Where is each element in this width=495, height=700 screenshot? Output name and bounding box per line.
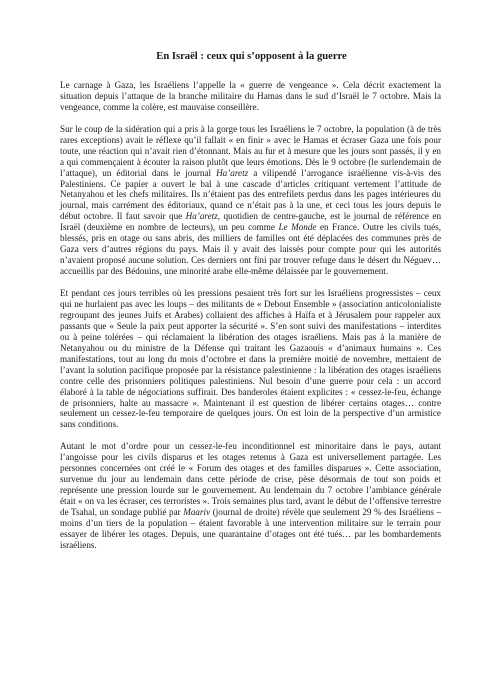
article-paragraph [60, 441, 441, 551]
italic-text: Le Monde [278, 222, 317, 233]
paragraph-text: Autant le mot d’ordre pour un cessez-le-feu inconditionnel est minoritaire dans le pays, autant l’angoisse pour les civils disparus et les otages retenus à Gaza est universellement partagée. Les personnes concernées ont créé le « Forum des otages et des familles disparues ». Cette association, survenue du jour au lendemain dans cette période de crise, pèse désormais de tout son poids et représente une pression lourde sur le gouvernement. Au lendemain du 7 octobre l’ambiance générale était « on va les écraser, ces terroristes ». Trois semaines plus tard, avant le début de l’offensive terrestre de Tsahal, un sondage publié par [60, 441, 441, 517]
paragraph-text: (journal de droite) révèle que seulement 29 % des Israéliens – moins d’un tiers de la population – étaient favorable à une intervention militaire sur le terrain pour essayer de libérer les otages. Depuis, une quarantaine d’otages ont été tués… par les bombardements israéliens. [60, 506, 441, 550]
article-title: En Israël : ceux qui s’opposent à la guerre [156, 51, 347, 62]
paragraph-text: en France. Outre les civils tués, blessés, pris en otage ou sans abris, des milliers de familles ont été déplacées des communes près de Gaza vers d’autres régions du pays. Mais il y avait des laissés pour compte pour qui les autorités n’avaient proposé aucune solution. Ces derniers ont fini par trouver refuge dans le désert du Néguev… accueillis par des Bédouins, une minorité arabe elle-même délaissée par le gouvernement. [60, 222, 441, 277]
article-paragraph [60, 288, 441, 430]
italic-text: Ha’aretz [185, 211, 218, 222]
article-paragraph [60, 80, 441, 113]
italic-text: Maariv [183, 506, 211, 517]
paragraph-text: , quotidien de centre-gauche, est le journal de référence en Israël (deuxième en nombre de lecteurs), un peu comme [60, 211, 442, 233]
paragraph-text: a vilipendé l’arrogance israélienne vis-à-vis des Palestiniens. Ce papier a ouvert le bal à une cascade d’articles critiquant vertement l’attitude de Netanyahou et les chefs militaires. Ils n’étaient pas des entrefilets perdus dans les pages intérieures du journal, mais carrément des éditoriaux, quand ce n’était pas à la une, et ceci tous les jours depuis le début octobre. Il faut savoir que [60, 167, 441, 222]
article-body [60, 80, 441, 551]
paragraph-text: Et pendant ces jours terribles où les pressions pesaient très fort sur les Israéliens progressistes – ceux qui ne hurlaient pas avec les loups – des militants de « Debout Ensemble » (association anticolonialiste regroupant des jeunes Juifs et Arabes) collaient des affiches à Haïfa et à Jérusalem pour rappeler aux passants que « Seule la paix peut apporter la sécurité ». S’en sont suivi des manifestations – interdites ou à peine tolérées – qui réclamaient la libération des otages israéliens. Mais pas à la manière de Netanyahou ou du ministre de la Défense qui traitant les Gazaouis « d’animaux humains ». Ces manifestations, tout au long du mois d’octobre et dans la première moitié de novembre, mettaient de l’avant la solution pacifique proposée par la résistance palestinienne : la libération des otages israéliens contre celle des prisonniers politiques palestiniens. Nul besoin d’une guerre pour cela : un accord élaboré à la table de négociations suffirait. Des banderoles étaient explicites : « cessez-le-feu, échange de prisonniers, halte au massacre ». Maintenant il est question de libérer certains otages… contre seulement un cessez-le-feu temporaire de quelques jours. On est loin de la perspective d’un armistice sans conditions. [60, 287, 441, 430]
paragraph-text: Sur le coup de la sidération qui a pris à la gorge tous les Israéliens le 7 octobre, la population (à de très rares exceptions) avait le réflexe qu’il fallait « en finir » avec le Hamas et écraser Gaza une fois pour toute, une réaction qui n’avait rien d’étonnant. Mais au fur et à mesure que les jours sont passés, il y en a qui commençaient à écouter la raison plutôt que leurs émotions. Dès le 9 octobre (le surlendemain de l’attaque), un éditorial dans le journal [60, 123, 441, 178]
article-paragraph [60, 124, 441, 277]
paragraph-text: Le carnage à Gaza, les Israéliens l’appelle la « guerre de vengeance ». Cela décrit exactement la situation depuis l’attaque de la branche militaire du Hamas dans le sud d’Israël le 7 octobre. Mais la vengeance, comme la colère, est mauvaise conseillère. [60, 80, 441, 112]
italic-text: Ha’aretz [216, 167, 249, 178]
